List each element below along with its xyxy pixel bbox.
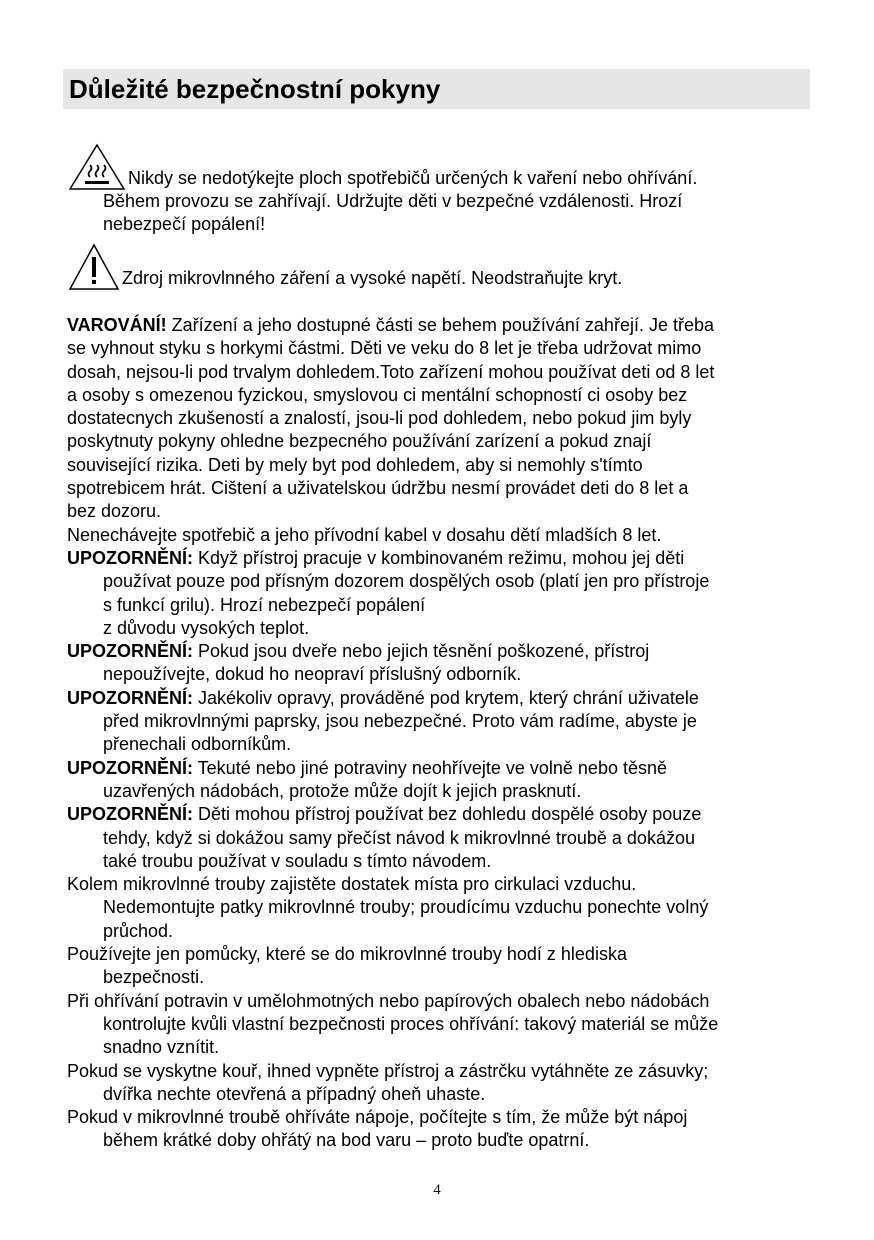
voltage-warning-text: Zdroj mikrovlnného záření a vysoké napětí. Neodstraňujte kryt. [122, 268, 623, 288]
text-line [67, 896, 812, 919]
text-line [67, 407, 812, 430]
text-line [67, 966, 812, 989]
warning-label: UPOZORNĚNÍ: [67, 757, 193, 778]
line-text: Jakékoliv opravy, prováděné pod krytem, který chrání uživatele [193, 687, 699, 708]
line-text: dosah, nejsou-li pod trvalym dohledem.Toto zařízení mohou používat deti od 8 let [67, 361, 715, 382]
text-line [67, 920, 812, 943]
line-text: dvířka nechte otevřená a případný oheň uhaste. [103, 1083, 486, 1104]
line-text: snadno vznítit. [103, 1037, 220, 1058]
text-line [67, 710, 812, 733]
line-text: Děti mohou přístroj používat bez dohledu dospělé osoby pouze [193, 804, 702, 825]
line-text: Když přístroj pracuje v kombinovaném režimu, mohou jej děti [193, 547, 685, 568]
line-text: z důvodu vysokých teplot. [103, 617, 310, 638]
line-text: Tekuté nebo jiné potraviny neohřívejte ve volně nebo těsně [193, 757, 667, 778]
line-text: bezpečnosti. [103, 967, 205, 988]
line-text: tehdy, když si dokážou samy přečíst návod k mikrovlnné troubě a dokážou [103, 827, 695, 848]
line-text: používat pouze pod přísným dozorem dospělých osob (platí jen pro přístroje [103, 571, 710, 592]
line-text: také troubu používat v souladu s tímto návodem. [103, 850, 492, 871]
warning-label: UPOZORNĚNÍ: [67, 547, 193, 568]
warning-label: UPOZORNĚNÍ: [67, 641, 193, 662]
text-line [67, 780, 812, 803]
line-text: Nenechávejte spotřebič a jeho přívodní kabel v dosahu dětí mladších 8 let. [67, 524, 662, 545]
line-text: přenechali odborníkům. [103, 734, 292, 755]
text-line [67, 500, 812, 523]
text-line [67, 1013, 812, 1036]
line-text: Kolem mikrovlnné trouby zajistěte dostatek místa pro cirkulaci vzduchu. [67, 874, 637, 895]
text-line [67, 314, 812, 337]
text-line [67, 803, 812, 826]
text-line [67, 384, 812, 407]
text-line [67, 733, 812, 756]
warning-label: VAROVÁNÍ! [67, 315, 167, 335]
line-text: nepoužívejte, dokud ho neopraví příslušný odborník. [103, 664, 522, 685]
heading-bar [63, 69, 810, 109]
line-text: Při ohřívání potravin v umělohmotných nebo papírových obalech nebo nádobách [67, 990, 710, 1011]
hot-warning-line-3: nebezpečí popálení! [103, 214, 266, 234]
line-text: poskytnuty pokyny ohledne bezpecného používání zarízení a pokud znají [67, 431, 652, 452]
text-line [67, 1036, 812, 1059]
hot-surface-warning [68, 143, 828, 239]
line-text: Pokud jsou dveře nebo jejich těsnění poškozené, přístroj [193, 641, 650, 662]
safety-instructions [67, 314, 812, 1153]
line-text: spotrebicem hrát. Cištení a uživatelskou údržbu nesmí provádet deti do 8 let a [67, 478, 689, 499]
line-text: uzavřených nádobách, protože může dojít k jejich prasknutí. [103, 780, 582, 801]
text-line [67, 570, 812, 593]
text-line [67, 1129, 812, 1152]
text-line [67, 430, 812, 453]
line-text: před mikrovlnnými paprsky, jsou nebezpečné. Proto vám radíme, abyste je [103, 711, 697, 732]
page-number: 4 [433, 1182, 441, 1198]
line-text: kontrolujte kvůli vlastní bezpečnosti proces ohřívání: takový materiál se může [103, 1013, 719, 1034]
text-line [67, 850, 812, 873]
line-text: Používejte jen pomůcky, které se do mikrovlnné trouby hodí z hlediska [67, 944, 627, 965]
text-line [67, 663, 812, 686]
line-text: související rizika. Deti by mely byt pod dohledem, aby si nemohly s'tímto [67, 454, 643, 475]
line-text: dostatecnych zkušeností a znalostí, jsou-li pod dohledem, nebo pokud jim byly [67, 408, 692, 429]
line-text: průchod. [103, 920, 174, 941]
line-text: bez dozoru. [67, 501, 162, 522]
line-text: a osoby s omezenou fyzickou, smyslovou ci mentální schopností ci osoby bez [67, 384, 688, 405]
text-line [67, 873, 812, 896]
text-line [67, 617, 812, 640]
exclamation-warning-icon [68, 243, 120, 291]
text-line [67, 687, 812, 710]
hot-warning-line-1: Nikdy se nedotýkejte ploch spotřebičů určených k vaření nebo ohřívání. [128, 168, 698, 188]
text-line [67, 337, 812, 360]
text-line [67, 943, 812, 966]
text-line [67, 594, 812, 617]
text-line [67, 827, 812, 850]
text-line [67, 361, 812, 384]
text-line [67, 454, 812, 477]
text-line [67, 477, 812, 500]
line-text: Pokud v mikrovlnné troubě ohříváte nápoje, počítejte s tím, že může být nápoj [67, 1107, 688, 1128]
warning-label: UPOZORNĚNÍ: [67, 804, 193, 825]
text-line [67, 1106, 812, 1129]
text-line [67, 640, 812, 663]
text-line [67, 1083, 812, 1106]
warning-label: UPOZORNĚNÍ: [67, 687, 193, 708]
line-text: s funkcí grilu). Hrozí nebezpečí popálení [103, 594, 426, 615]
line-text: Nedemontujte patky mikrovlnné trouby; proudícímu vzduchu ponechte volný [103, 897, 709, 918]
line-text: Pokud se vyskytne kouř, ihned vypněte přístroj a zástrčku vytáhněte ze zásuvky; [67, 1060, 709, 1081]
text-line [67, 524, 812, 547]
text-line [67, 1060, 812, 1083]
line-text: se vyhnout styku s horkymi částmi. Děti ve veku do 8 let je třeba udržovat mimo [67, 338, 702, 359]
line-text: během krátké doby ohřátý na bod varu – proto buďte opatrní. [103, 1130, 590, 1151]
text-line [67, 757, 812, 780]
page-title: Důležité bezpečnostní pokyny [69, 74, 441, 104]
text-line [67, 547, 812, 570]
hot-warning-line-2: Během provozu se zahřívají. Udržujte děti v bezpečné vzdálenosti. Hrozí [103, 191, 683, 211]
line-text: Zařízení a jeho dostupné části se behem používání zahřejí. Je třeba [166, 315, 714, 335]
text-line [67, 990, 812, 1013]
voltage-warning [68, 243, 828, 293]
hot-surface-warning-icon [68, 143, 126, 191]
